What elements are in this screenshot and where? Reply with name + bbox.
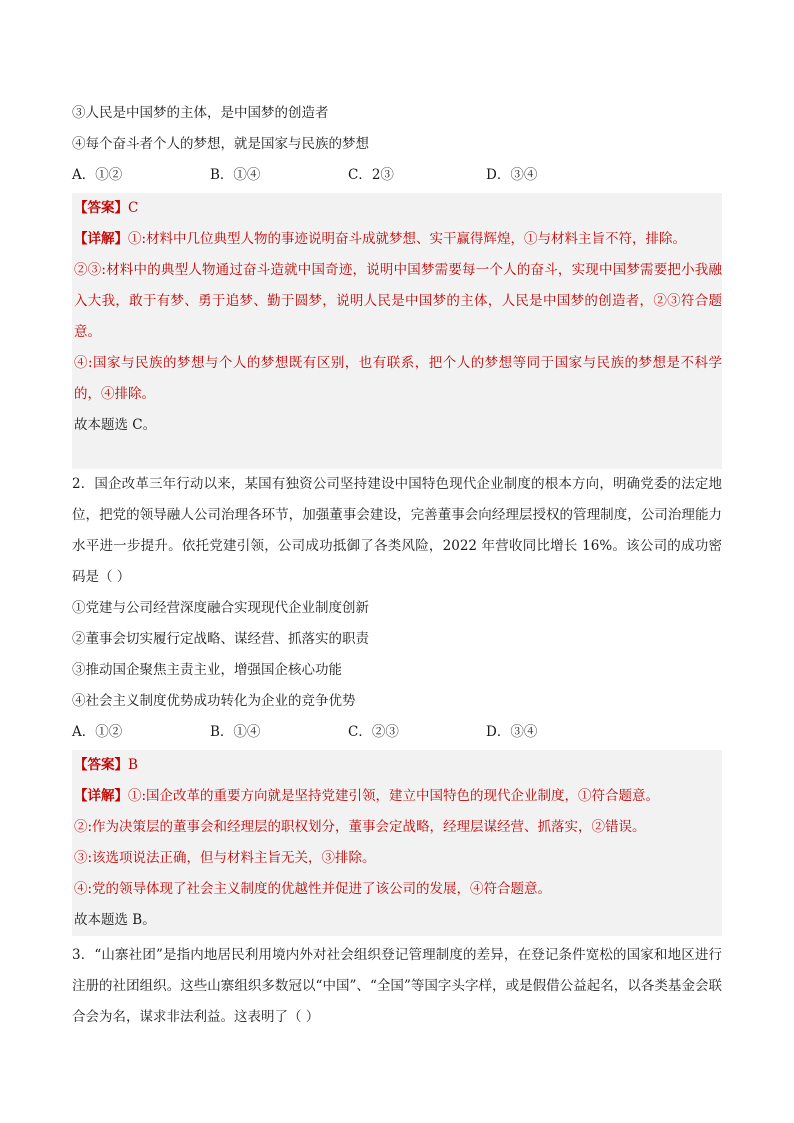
- q2-choice-c: C．②③: [348, 724, 399, 740]
- q2-conclusion: 故本题选 B。: [74, 912, 156, 928]
- q2-detail-2: ②:作为决策层的董事会和经理层的职权划分，董事会定战略，经理层谋经营、抓落实，②错误。: [74, 819, 646, 835]
- q2-answer-box: [72, 750, 722, 936]
- q1-answer-tag: 【答案】: [74, 200, 128, 216]
- q1-detail-tag: 【详解】: [74, 231, 128, 247]
- q1-choice-a: A．①②: [72, 167, 123, 183]
- q2-detail-1: [74, 781, 722, 812]
- q1-detail-2: ②③:材料中的典型人物通过奋斗造就中国奇迹，说明中国梦需要每一个人的奋斗，实现中国梦需要把小我融入大我，敢于有梦、勇于追梦、勤于圆梦，说明人民是中国梦的主体，人民是中国梦的创造者，②③符合题意。: [74, 262, 722, 340]
- q1-answer-line: [74, 193, 722, 224]
- q1-option-3: ③人民是中国梦的主体，是中国梦的创造者: [72, 105, 329, 121]
- q2-choice-a: A．①②: [72, 724, 123, 740]
- q2-detail-4: ④:党的领导体现了社会主义制度的优越性并促进了该公司的发展，④符合题意。: [74, 881, 552, 897]
- q2-choice-d: D．③④: [486, 724, 538, 740]
- q1-answer-box: [72, 193, 722, 469]
- q2-option-4: ④社会主义制度优势成功转化为企业的竞争优势: [72, 693, 356, 709]
- q1-detail-1-text: ①:材料中几位典型人物的事迹说明奋斗成就梦想、实干赢得辉煌，①与材料主旨不符，排除。: [128, 231, 687, 247]
- q1-choices: [72, 160, 722, 191]
- page-content: [72, 98, 722, 1033]
- q1-option-4: ④每个奋斗者个人的梦想，就是国家与民族的梦想: [72, 136, 369, 152]
- q1-detail-1: [74, 224, 722, 255]
- q2-stem: 2．国企改革三年行动以来，某国有独资公司坚持建设中国特色现代企业制度的根本方向，明确党委的法定地位，把党的领导融人公司治理各环节，加强董事会建设，完善董事会向经理层授权的管理制度，公司治理能力水平进一步提升。依托党建引领，公司成功抵御了各类风险，2022 年营收同比增长 16%。该公司的成功密码是（ ）: [72, 476, 722, 585]
- q1-answer-spacer: [74, 441, 722, 469]
- q2-option-2: ②董事会切实履行定战略、谋经营、抓落实的职责: [72, 631, 369, 647]
- q1-answer-value: C: [128, 200, 139, 216]
- q2-option-1: ①党建与公司经营深度融合实现现代企业制度创新: [72, 600, 369, 616]
- q1-conclusion: 故本题选 C。: [74, 417, 157, 433]
- q2-detail-1-text: ①:国企改革的重要方向就是坚持党建引领，建立中国特色的现代企业制度，①符合题意。: [128, 788, 660, 804]
- q2-choice-b: B．①④: [210, 724, 261, 740]
- q1-detail-3: ④:国家与民族的梦想与个人的梦想既有区别，也有联系，把个人的梦想等同于国家与民族的梦想是不科学的，④排除。: [74, 355, 722, 402]
- q2-option-3: ③推动国企聚焦主责主业，增强国企核心功能: [72, 662, 342, 678]
- q1-choice-d: D．③④: [486, 167, 538, 183]
- q2-detail-tag: 【详解】: [74, 788, 128, 804]
- q1-choice-c: C．2③: [348, 167, 394, 183]
- q2-detail-3: ③:该选项说法正确，但与材料主旨无关，③排除。: [74, 850, 376, 866]
- q2-answer-line: [74, 750, 722, 781]
- q2-answer-tag: 【答案】: [74, 757, 128, 773]
- q1-choice-b: B．①④: [210, 167, 261, 183]
- q3-stem: 3．“山寨社团”是指内地居民利用境内外对社会组织登记管理制度的差异，在登记条件宽松的国家和地区进行注册的社团组织。这些山寨组织多数冠以“中国”、“全国”等国字头字样，或是假借公益起名，以各类基金会联合会为名，谋求非法利益。这表明了（ ）: [72, 947, 722, 1025]
- q2-answer-value: B: [128, 757, 138, 773]
- q2-choices: [72, 717, 722, 748]
